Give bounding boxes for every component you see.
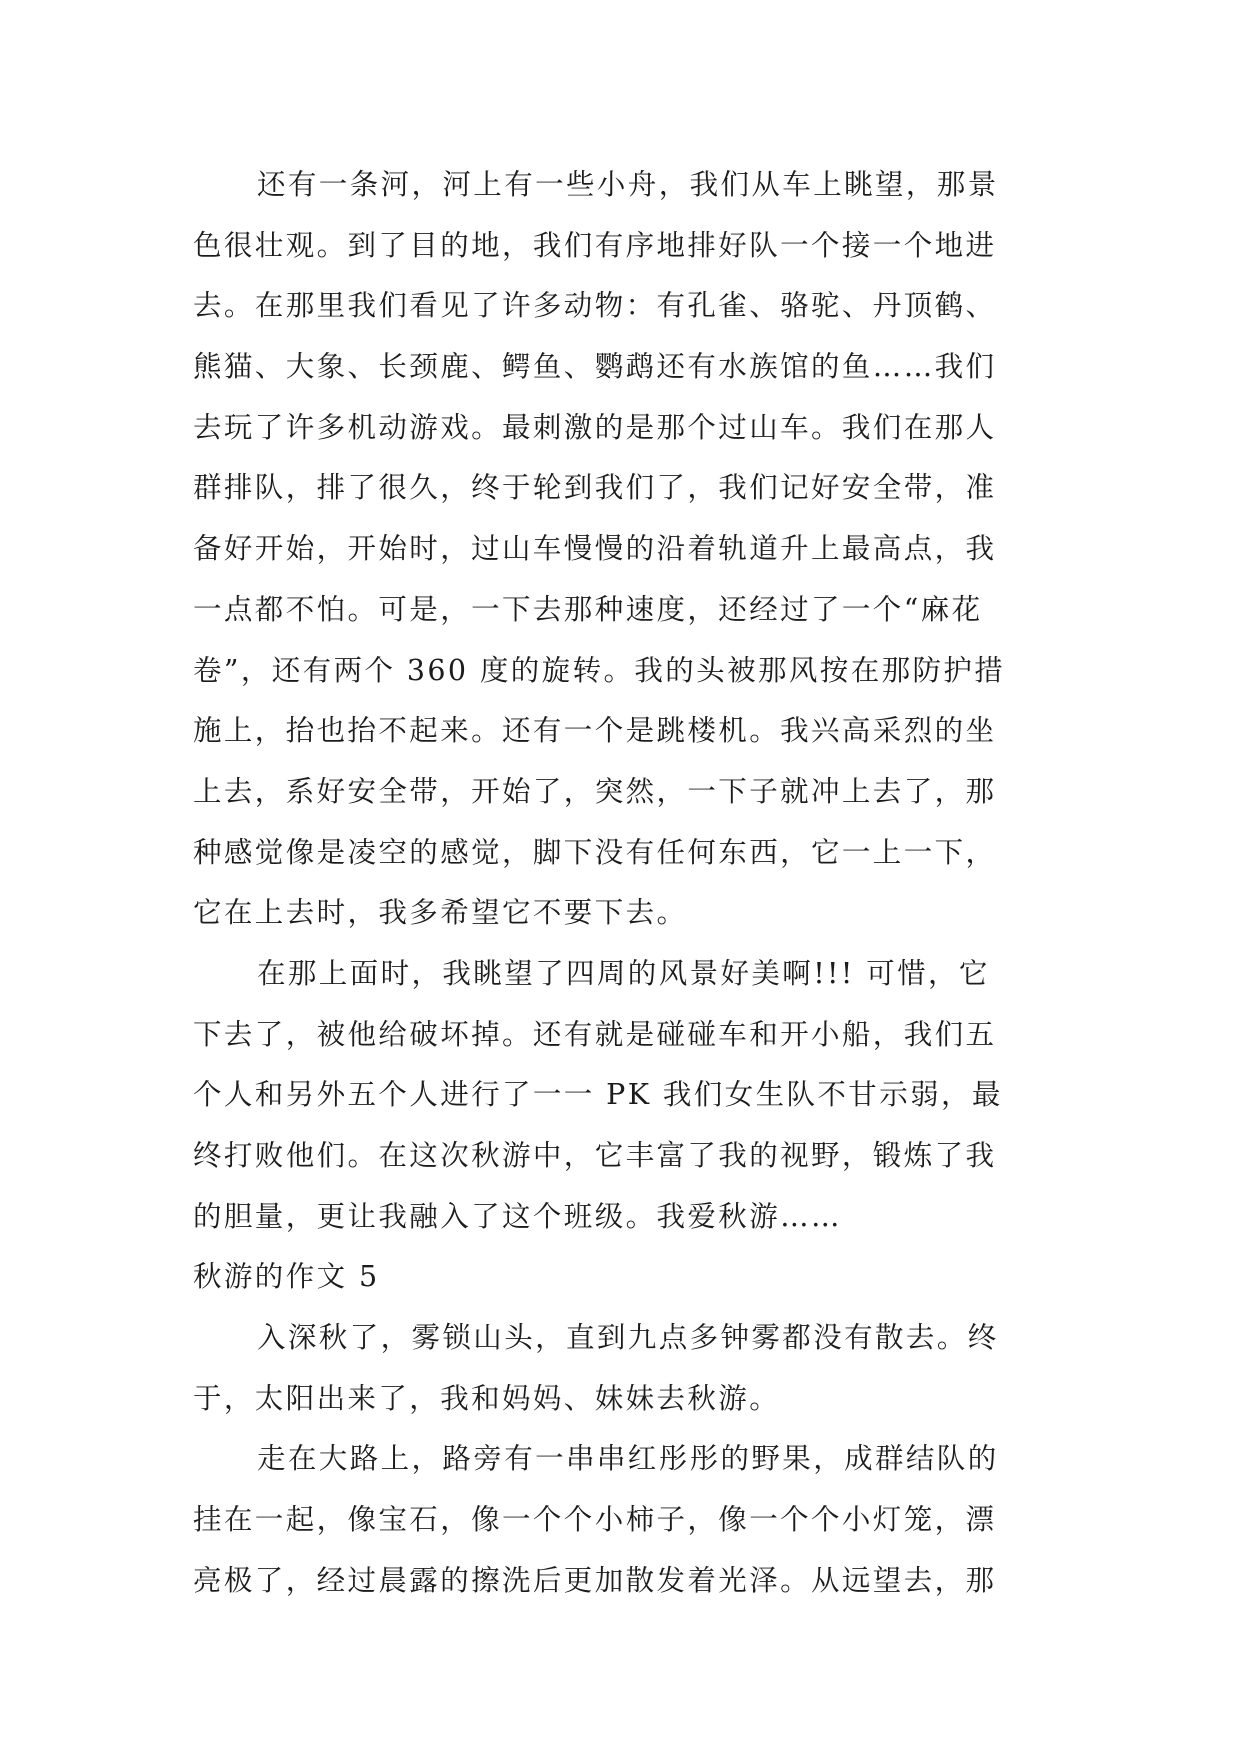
- paragraph-line: 色很壮观。到了目的地，我们有序地排好队一个接一个地进: [193, 228, 997, 262]
- paragraph-line: 它在上去时，我多希望它不要下去。: [193, 896, 688, 930]
- paragraph-line: 于，太阳出来了，我和妈妈、妹妹去秋游。: [193, 1381, 781, 1415]
- section-heading: 秋游的作文 5: [193, 1260, 380, 1294]
- paragraph-line: 亮极了，经过晨露的擦洗后更加散发着光泽。从远望去，那: [193, 1563, 997, 1597]
- paragraph-line: 去。在那里我们看见了许多动物：有孔雀、骆驼、丹顶鹤、: [193, 289, 997, 323]
- paragraph-line: 上去，系好安全带，开始了，突然，一下子就冲上去了，那: [193, 774, 997, 808]
- paragraph-line: 个人和另外五个人进行了一一 PK 我们女生队不甘示弱，最: [193, 1078, 1003, 1112]
- paragraph-line: 施上，抬也抬不起来。还有一个是跳楼机。我兴高采烈的坐: [193, 714, 997, 748]
- paragraph-line: 备好开始，开始时，过山车慢慢的沿着轨道升上最高点，我: [193, 532, 997, 566]
- paragraph-line: 去玩了许多机动游戏。最刺激的是那个过山车。我们在那人: [193, 410, 997, 444]
- paragraph-line: 熊猫、大象、长颈鹿、鳄鱼、鹦鹉还有水族馆的鱼……我们: [193, 350, 997, 384]
- paragraph-line: 入深秋了，雾锁山头，直到九点多钟雾都没有散去。终: [257, 1321, 999, 1355]
- paragraph-line: 在那上面时，我眺望了四周的风景好美啊!!! 可惜，它: [257, 956, 990, 990]
- paragraph-line: 终打败他们。在这次秋游中，它丰富了我的视野，锻炼了我: [193, 1139, 997, 1172]
- paragraph-line: 走在大路上，路旁有一串串红彤彤的野果，成群结队的: [257, 1442, 999, 1476]
- paragraph-line: 的胆量，更让我融入了这个班级。我爱秋游……: [193, 1199, 842, 1233]
- essay-body: [193, 155, 1058, 1612]
- paragraph-line: 下去了，被他给破坏掉。还有就是碰碰车和开小船，我们五: [193, 1017, 997, 1051]
- paragraph-line: 种感觉像是凌空的感觉，脚下没有任何东西，它一上一下，: [193, 835, 997, 869]
- paragraph-line: 群排队，排了很久，终于轮到我们了，我们记好安全带，准: [193, 471, 997, 505]
- paragraph-line: 挂在一起，像宝石，像一个个小柿子，像一个个小灯笼，漂: [193, 1503, 997, 1537]
- paragraph-line: 卷”，还有两个 360 度的旋转。我的头被那风按在那防护措: [193, 653, 1006, 687]
- paragraph-line: 还有一条河，河上有一些小舟，我们从车上眺望，那景: [257, 168, 999, 201]
- paragraph-line: 一点都不怕。可是，一下去那种速度，还经过了一个“麻花: [193, 592, 983, 626]
